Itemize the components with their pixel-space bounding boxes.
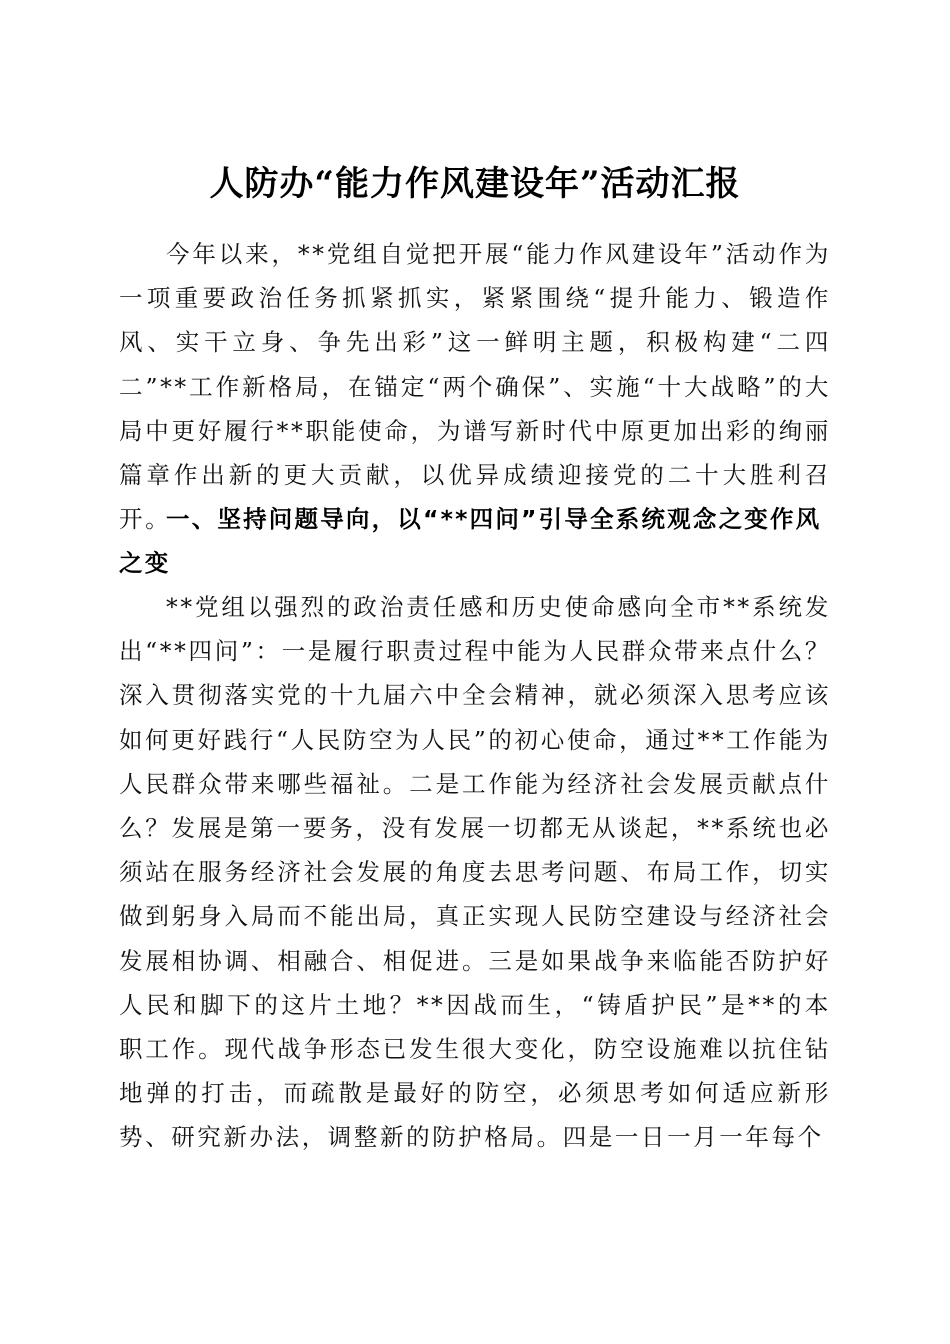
section-heading: 一、坚持问题导向，以“**四问”引导全系统观念之变作风之变 bbox=[119, 505, 822, 578]
body-paragraph: **党组以强烈的政治责任感和历史使命感向全市**系统发出“**四问”：一是履行职责过程中能为人民群众带来点什么？深入贯彻落实党的十九届六中全会精神，就必须深入思考应该如何更好践行“人民防空为人民”的初心使命，通过**工作能为人民群众带来哪些福祉。二是工作能为经济社会发展贡献点什么？发展是第一要务，没有发展一切都无从谈起，**系统也必须站在服务经济社会发展的角度去思考问题、布局工作，切实做到躬身入局而不能出局，真正实现人民防空建设与经济社会发展相协调、相融合、相促进。三是如果战争来临能否防护好人民和脚下的这片土地？**因战而生，“铸盾护民”是**的本职工作。现代战争形态已发生很大变化，防空设施难以抗住钻地弹的打击，而疏散是最好的防空，必须思考如何适应新形势、研究新办法，调整新的防护格局。四是一日一月一年每个 bbox=[119, 593, 831, 1152]
document-title: 人防办“能力作风建设年”活动汇报 bbox=[209, 163, 741, 204]
intro-paragraph: 今年以来，**党组自觉把开展“能力作风建设年”活动作为一项重要政治任务抓紧抓实，紧紧围绕“提升能力、锻造作风、实干立身、争先出彩”这一鲜明主题，积极构建“二四二”**工作新格局，在锚定“两个确保”、实施“十大战略”的大局中更好履行**职能使命，为谱写新时代中原更加出彩的绚丽篇章作出新的更大贡献，以优异成绩迎接党的二十大胜利召开。 bbox=[119, 240, 831, 534]
